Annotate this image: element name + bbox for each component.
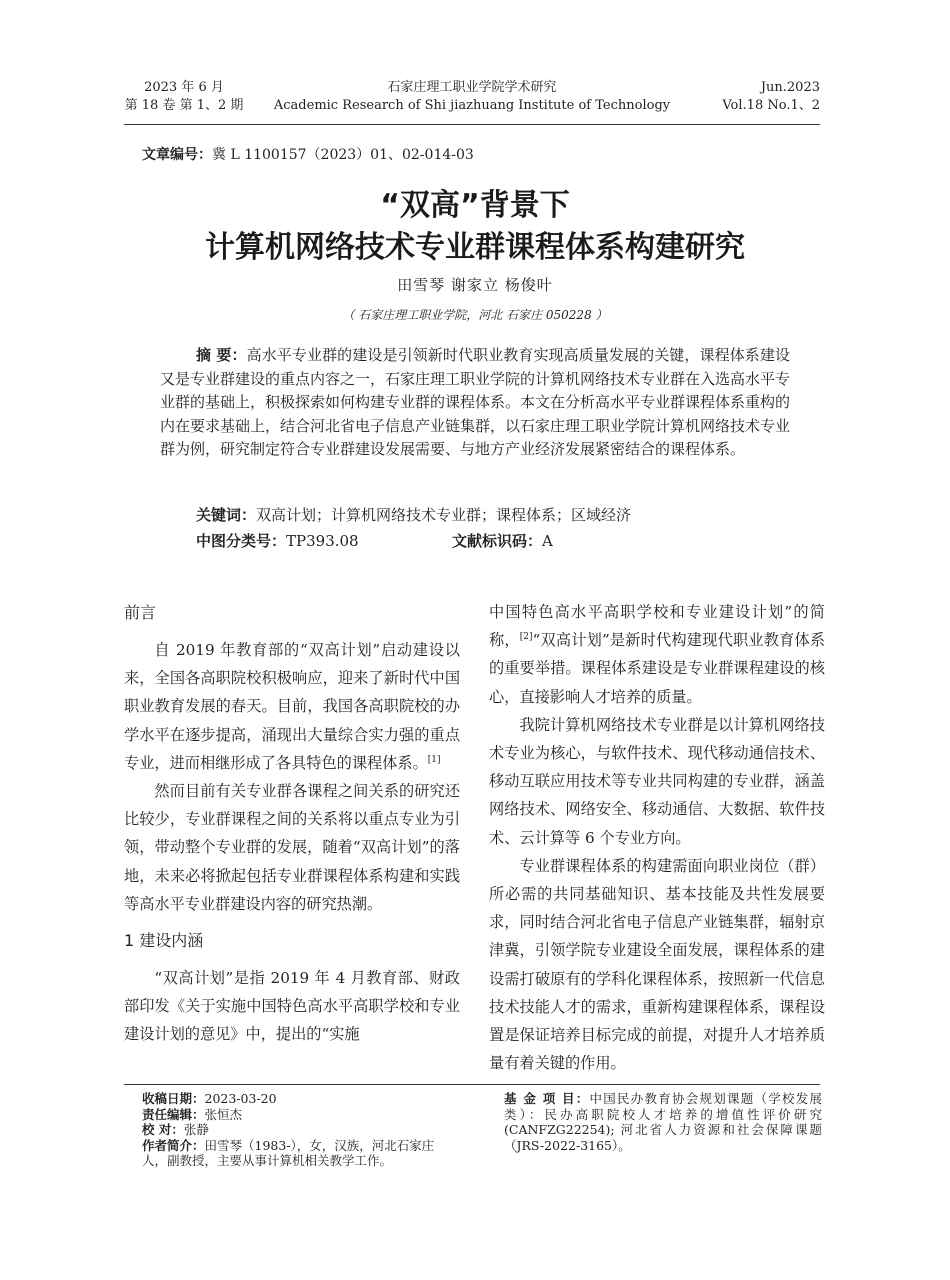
- footnote-block: [124, 1084, 822, 1168]
- doc-code-value: A: [542, 532, 553, 550]
- funding-text: 中国民办教育协会规划课题（学校发展类）：民办高职院校人才培养的增值性评价研究 (CANFZG22254); 河北省人力资源和社会保障课题（JRS-2022-3165）。: [504, 1091, 822, 1153]
- received-date: 2023-03-20: [204, 1091, 277, 1106]
- paragraph-text: “双高计划”是新时代构建现代职业教育体系的重要举措。课程体系建设是专业群课程建设的核心，直接影响人才培养的质量。: [489, 631, 826, 706]
- classification: [196, 530, 696, 551]
- citation-ref: [1]: [427, 754, 441, 765]
- journal-name: [124, 79, 820, 115]
- preface-heading: 前言: [124, 603, 157, 622]
- abstract-text: 高水平专业群的建设是引领新时代职业教育实现高质量发展的关键，课程体系建设又是专业群建设的重点内容之一，石家庄理工职业学院的计算机网络技术专业群在入选高水平专业群的基础上，积极探索如何构建专业群的课程体系。本文在分析高水平专业群课程体系重构的内在要求基础上，结合河北省电子信息产业链集群，以石家庄理工职业学院计算机网络技术专业群为例，研究制定符合专业群建设发展需要、与地方产业经济发展紧密结合的课程体系。: [160, 346, 791, 458]
- proofreader-name: 张静: [183, 1122, 209, 1137]
- header-volume-en-line: Vol.18 No.1、2: [722, 98, 820, 113]
- proofreader-label: 校 对：: [142, 1122, 184, 1137]
- citation-ref: [2]: [519, 632, 533, 643]
- article-metadata: [142, 1091, 458, 1169]
- author-list: 田雪琴 谢家立 杨俊叶: [397, 276, 553, 294]
- body-paragraph: 然而目前有关专业群各课程之间关系的研究还比较少，专业群课程之间的关系将以重点专业为引领，带动整个专业群的发展，随着“双高计划”的落地，未来必将掀起包括专业群课程体系构建和实践等高水平专业群建设内容的研究热潮。: [124, 782, 460, 913]
- author-affiliation: （ 石家庄理工职业学院，河北 石家庄 050228 ）: [342, 308, 608, 322]
- body-column-left: [124, 598, 460, 1049]
- paragraph-text: 中国特色高水平高职学校和专业建设计划”的简称，: [489, 603, 825, 650]
- body-paragraph: 专业群课程体系的构建需面向职业岗位（群）所必需的共同基础知识、基本技能及共性发展要求，同时结合河北省电子信息产业链集群，辐射京津冀，引领学院专业建设全面发展，课程体系的建设需打破原有的学科化课程体系，按照新一代信息技术技能人才的需求，重新构建课程体系，课程设置是保证培养目标完成的前提，对提升人才培养质量有着关键的作用。: [489, 856, 825, 1073]
- section-heading: 1 建设内涵: [124, 931, 204, 951]
- body-paragraph-continued: [489, 598, 825, 711]
- author-bio-label: 作者简介：: [142, 1137, 205, 1153]
- header-volume-line: 第 18 卷 第 1、2 期: [124, 98, 244, 113]
- header-date-line: 2023 年 6 月: [144, 80, 224, 95]
- document-code: [452, 530, 553, 551]
- article-number: [142, 144, 474, 164]
- article-number-label: 文章编号：: [142, 147, 212, 163]
- paper-title-line1: “双高”背景下: [380, 188, 570, 223]
- body-paragraph: [124, 636, 460, 777]
- body-paragraph: “双高计划”是指 2019 年 4 月教育部、财政部印发《关于实施中国特色高水平高职学校和专业建设计划的意见》中，提出的“实施: [124, 969, 460, 1044]
- doc-code-label: 文献标识码：: [452, 532, 543, 550]
- header-date-en-line: Jun.2023: [760, 80, 820, 95]
- keywords-text: 双高计划；计算机网络技术专业群；课程体系；区域经济: [256, 506, 632, 524]
- running-header: [124, 76, 820, 125]
- header-date-en: [722, 79, 820, 115]
- paragraph-text: 自 2019 年教育部的“双高计划”启动建设以来，全国各高职院校积极响应，迎来了新时代中国职业教育发展的春天。目前，我国各高职院校的办学水平在逐步提高，涌现出大量综合实力强的重点专业，进而相继形成了各具特色的课程体系。: [124, 641, 460, 772]
- journal-name-cn: 石家庄理工职业学院学术研究: [387, 80, 557, 95]
- keywords-label: 关键词：: [196, 506, 257, 524]
- abstract-label: 摘 要：: [196, 346, 247, 364]
- clc-value: TP393.08: [286, 532, 359, 550]
- author-bio: 田雪琴（1983-），女，汉族，河北石家庄人，副教授，主要从事计算机相关教学工作。: [142, 1137, 435, 1168]
- abstract: [160, 344, 790, 462]
- keywords: [196, 504, 631, 525]
- funding-label: 基 金 项 目：: [504, 1091, 590, 1106]
- received-label: 收稿日期：: [142, 1091, 205, 1106]
- journal-name-en: Academic Research of Shi jiazhuang Institute of Technology: [273, 98, 671, 113]
- editor-name: 张恒杰: [204, 1106, 243, 1122]
- editor-label: 责任编辑：: [142, 1106, 205, 1122]
- paper-title-line2: 计算机网络技术专业群课程体系构建研究: [205, 230, 745, 265]
- body-paragraph: 我院计算机网络技术专业群是以计算机网络技术专业为核心，与软件技术、现代移动通信技术、移动互联应用技术等专业共同构建的专业群，涵盖网络技术、网络安全、移动通信、大数据、软件技术、云计算等 6 个专业方向。: [489, 715, 825, 847]
- clc-label: 中图分类号：: [196, 532, 287, 550]
- funding-info: [504, 1091, 822, 1153]
- article-number-value: 冀 L 1100157（2023）01、02-014-03: [212, 147, 474, 163]
- body-column-right: [489, 598, 825, 1077]
